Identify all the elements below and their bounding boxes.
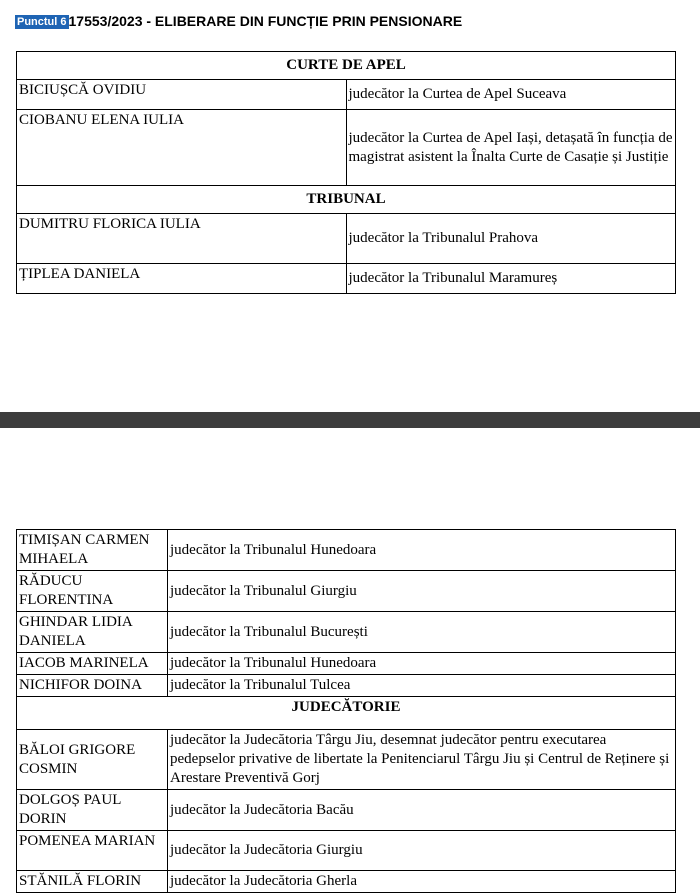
judge-position: judecător la Judecătoria Giurgiu <box>168 831 676 871</box>
table-row <box>17 790 676 831</box>
section-header-judecatorie: JUDECĂTORIE <box>17 697 676 730</box>
section-row-tribunal <box>17 186 676 214</box>
table-row <box>17 110 676 186</box>
section-row-curte-de-apel <box>17 52 676 80</box>
section-header-tribunal: TRIBUNAL <box>17 186 676 214</box>
table-row <box>17 571 676 612</box>
judge-name: NICHIFOR DOINA <box>17 675 168 697</box>
judge-position: judecător la Judecătoria Bacău <box>168 790 676 831</box>
table-row <box>17 831 676 871</box>
judge-name: IACOB MARINELA <box>17 653 168 675</box>
judge-name: GHINDAR LIDIA DANIELA <box>17 612 168 653</box>
table-row <box>17 675 676 697</box>
heading-text: 17553/2023 - ELIBERARE DIN FUNCȚIE PRIN PENSIONARE <box>68 13 463 29</box>
judge-name: DOLGOȘ PAUL DORIN <box>17 790 168 831</box>
table-row <box>17 530 676 571</box>
table-row <box>17 612 676 653</box>
retirement-table-page-2 <box>16 529 676 893</box>
table-row <box>17 80 676 110</box>
judge-name: CIOBANU ELENA IULIA <box>17 110 347 186</box>
judge-name: TIMIȘAN CARMEN MIHAELA <box>17 530 168 571</box>
section-header-curte-de-apel: CURTE DE APEL <box>17 52 676 80</box>
page-separator <box>0 412 700 428</box>
judge-position: judecător la Tribunalul Maramureș <box>346 264 676 294</box>
judge-position: judecător la Curtea de Apel Iași, detașată în funcția de magistrat asistent la Înalta Curte de Casație și Justiție <box>346 110 676 186</box>
judge-name: BICIUȘCĂ OVIDIU <box>17 80 347 110</box>
judge-name: BĂLOI GRIGORE COSMIN <box>17 730 168 790</box>
table-row <box>17 264 676 294</box>
judge-name: POMENEA MARIAN <box>17 831 168 871</box>
agenda-item-heading <box>15 12 462 31</box>
table-row <box>17 871 676 893</box>
judge-position: judecător la Tribunalul Giurgiu <box>168 571 676 612</box>
judge-name: STĂNILĂ FLORIN <box>17 871 168 893</box>
judge-position: judecător la Tribunalul Tulcea <box>168 675 676 697</box>
judge-position: judecător la Tribunalul Prahova <box>346 214 676 264</box>
judge-position: judecător la Tribunalul Hunedoara <box>168 530 676 571</box>
highlighted-item-label[interactable]: Punctul 6 <box>17 16 67 28</box>
judge-name: ȚIPLEA DANIELA <box>17 264 347 294</box>
judge-position: judecător la Judecătoria Târgu Jiu, desemnat judecător pentru executarea pedepselor privative de libertate la Penitenciarul Târgu Jiu și Centrul de Reținere și Arestare Preventivă Gorj <box>168 730 676 790</box>
judge-position: judecător la Tribunalul Hunedoara <box>168 653 676 675</box>
table-row <box>17 730 676 790</box>
retirement-table-page-1 <box>16 51 676 294</box>
judge-name: DUMITRU FLORICA IULIA <box>17 214 347 264</box>
table-row <box>17 214 676 264</box>
judge-position: judecător la Judecătoria Gherla <box>168 871 676 893</box>
table-row <box>17 653 676 675</box>
judge-name: RĂDUCU FLORENTINA <box>17 571 168 612</box>
judge-position: judecător la Tribunalul București <box>168 612 676 653</box>
section-row-judecatorie <box>17 697 676 730</box>
judge-position: judecător la Curtea de Apel Suceava <box>346 80 676 110</box>
